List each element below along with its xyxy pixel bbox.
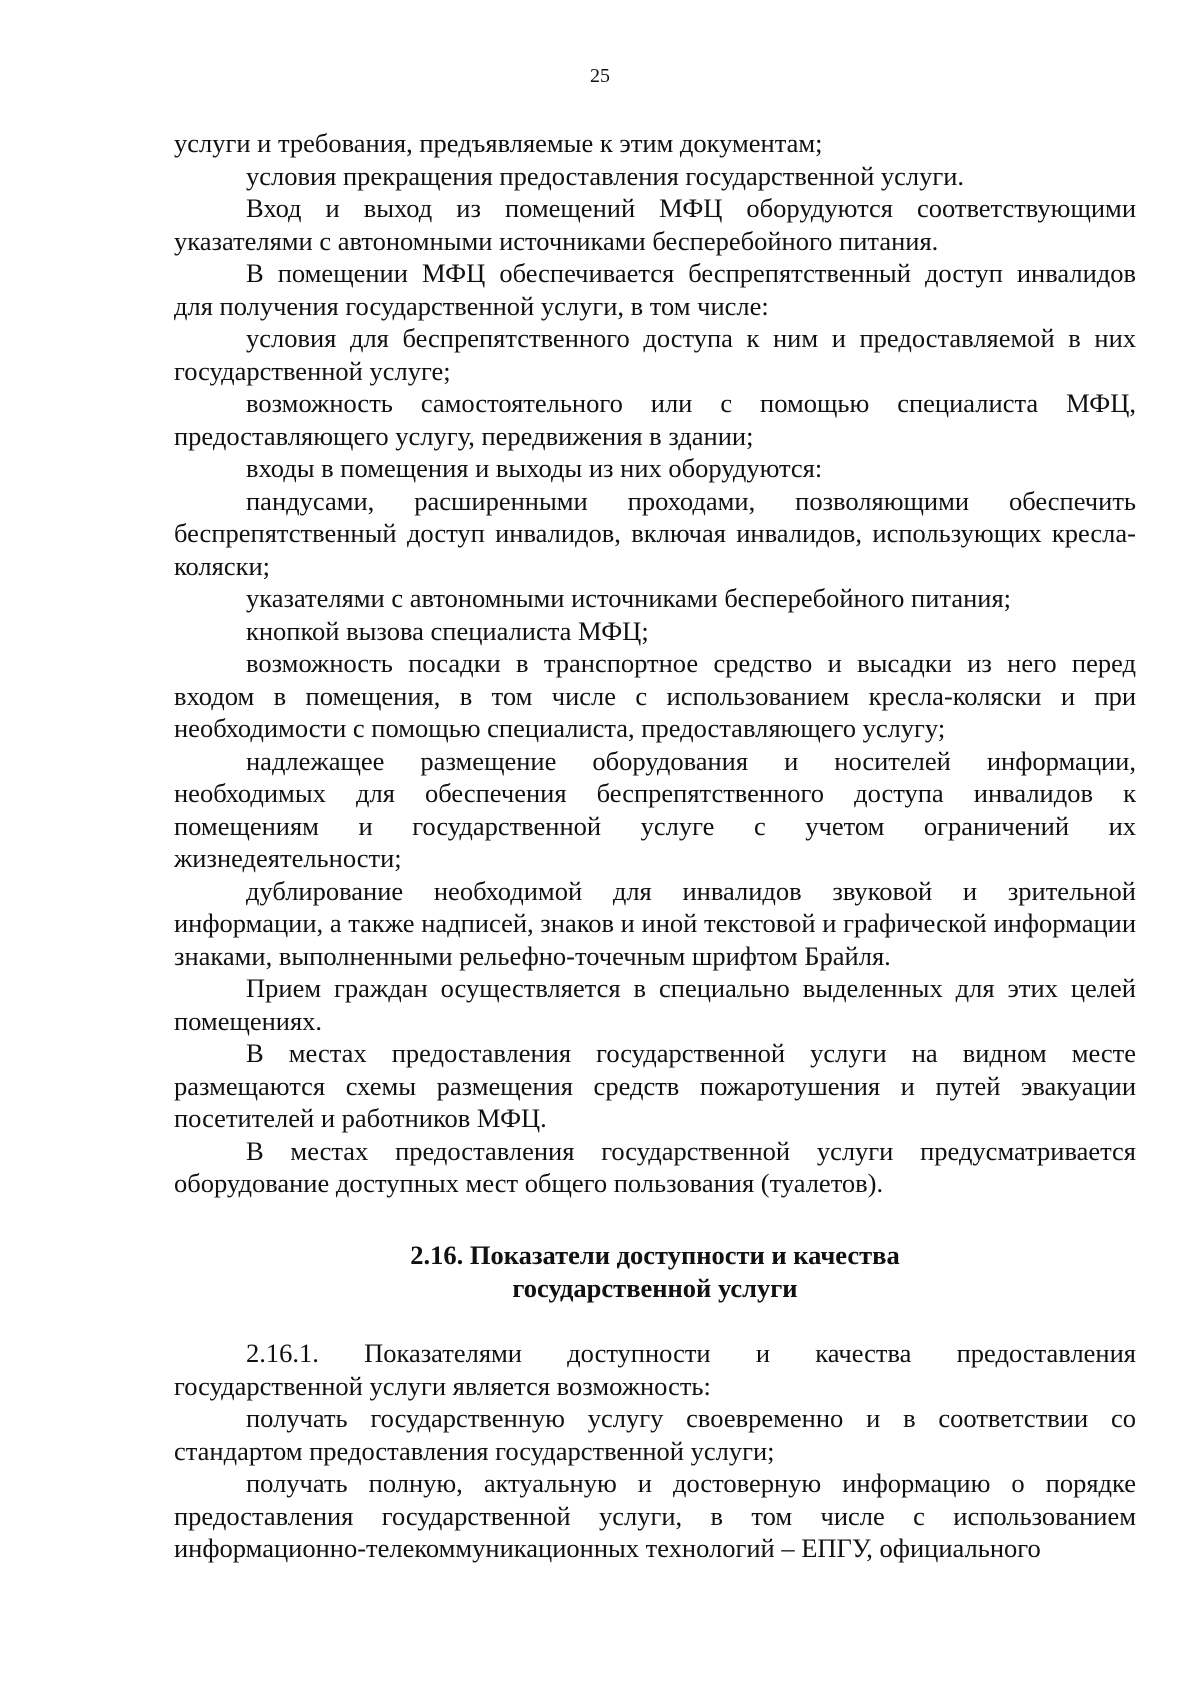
- section-text: [174, 1337, 1136, 1565]
- paragraph-continuation: услуги и требования, предъявляемые к этим документам;: [174, 128, 823, 158]
- paragraph: В местах предоставления государственной услуги предусматривается оборудование доступных мест общего пользования (туалетов).: [174, 1135, 1136, 1198]
- paragraph: кнопкой вызова специалиста МФЦ;: [246, 615, 649, 646]
- section-heading: [174, 1239, 1136, 1305]
- section-heading-line-1: 2.16. Показатели доступности и качества: [410, 1240, 900, 1270]
- paragraph: условия для беспрепятственного доступа к ним и предоставляемой в них государственной услуге;: [174, 323, 1136, 386]
- paragraph: Прием граждан осуществляется в специально выделенных для этих целей помещениях.: [174, 973, 1136, 1036]
- paragraph: надлежащее размещение оборудования и носителей информации, необходимых для обеспечения беспрепятственного доступа инвалидов к помещениям и государственной услуге с учетом ограничений их жизнедеятельности;: [174, 745, 1136, 873]
- paragraph: получать полную, актуальную и достоверную информацию о порядке предоставления государственной услуги, в том числе с использованием информационно-телекоммуникационных технологий – ЕПГУ, официального: [174, 1468, 1136, 1563]
- paragraph: В местах предоставления государственной услуги на видном месте размещаются схемы размещения средств пожаротушения и путей эвакуации посетителей и работников МФЦ.: [174, 1038, 1136, 1133]
- section-heading-line-2: государственной услуги: [512, 1273, 798, 1303]
- paragraph: Вход и выход из помещений МФЦ оборудуются соответствующими указателями с автономными источниками бесперебойного питания.: [174, 193, 1136, 256]
- paragraph: 2.16.1. Показателями доступности и качества предоставления государственной услуги является возможность:: [174, 1338, 1136, 1401]
- paragraph: дублирование необходимой для инвалидов звуковой и зрительной информации, а также надписей, знаков и иной текстовой и графической информации знаками, выполненными рельефно-точечным шрифтом Брайля.: [174, 875, 1136, 971]
- paragraph: пандусами, расширенными проходами, позволяющими обеспечить беспрепятственный доступ инвалидов, включая инвалидов, использующих кресла-коляски;: [174, 485, 1136, 581]
- page-number: 25: [590, 65, 610, 87]
- paragraph: В помещении МФЦ обеспечивается беспрепятственный доступ инвалидов для получения государственной услуги, в том числе:: [174, 258, 1136, 321]
- paragraph: возможность посадки в транспортное средство и высадки из него перед входом в помещения, в том числе с использованием кресла-коляски и при необходимости с помощью специалиста, предоставляющего услугу;: [174, 648, 1136, 743]
- paragraph: условия прекращения предоставления государственной услуги.: [246, 160, 965, 191]
- body-text: [174, 127, 1136, 1200]
- paragraph: получать государственную услугу своевременно и в соответствии со стандартом предоставления государственной услуги;: [174, 1403, 1136, 1466]
- paragraph: возможность самостоятельного или с помощью специалиста МФЦ, предоставляющего услугу, передвижения в здании;: [174, 388, 1136, 451]
- paragraph: входы в помещения и выходы из них оборудуются:: [246, 453, 823, 483]
- paragraph: указателями с автономными источниками бесперебойного питания;: [246, 583, 1011, 613]
